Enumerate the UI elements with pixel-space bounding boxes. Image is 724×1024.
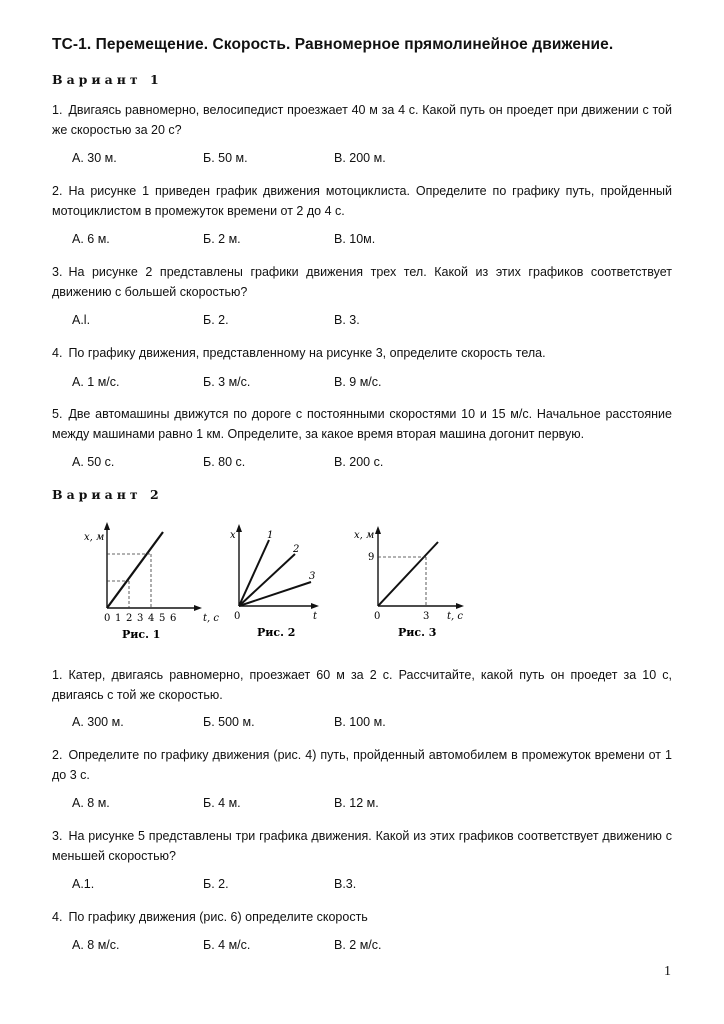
option-c: В. 3. <box>334 313 360 327</box>
v2-question-3 <box>52 826 672 866</box>
v2-q1-options <box>0 715 724 733</box>
fig2-origin: 0 <box>234 611 241 622</box>
fig1-ylabel: x, м <box>84 532 105 543</box>
question-text: На рисунке 1 приведен график движения мотоциклиста. Определите по графику путь, пройденный мотоциклистом в промежуток времени от 2 до 4 с. <box>52 184 672 218</box>
question-text: Катер, двигаясь равномерно, проезжает 60 м за 2 с. Рассчитайте, какой путь он проедет за 10 с, двигаясь с той же скоростью. <box>52 668 672 702</box>
question-number: 1. <box>52 103 63 117</box>
v1-question-5 <box>52 404 672 444</box>
variant-2-heading: Вариант 2 <box>52 487 163 502</box>
option-b: Б. 2. <box>203 877 229 891</box>
fig3-xlabel: t, с <box>447 611 463 622</box>
option-b: Б. 4 м. <box>203 796 241 810</box>
fig1-tick: 1 <box>115 613 122 624</box>
fig2-xlabel: t <box>313 611 318 622</box>
question-text: Определите по графику движения (рис. 4) путь, пройденный автомобилем в промежуток времени от 1 до 3 с. <box>52 748 672 782</box>
option-a: А.1. <box>72 877 95 891</box>
question-number: 3. <box>52 829 63 843</box>
option-b: Б. 80 с. <box>203 455 246 469</box>
option-c: В.3. <box>334 877 357 891</box>
option-a: А.l. <box>72 313 91 327</box>
question-text: Две автомашины движутся по дороге с постоянными скоростями 10 и 15 м/с. Начальное расстояние между машинами равно 1 км. Определите, за какое время вторая машина догонит первую. <box>52 407 672 441</box>
fig2-x-arrow <box>311 603 319 609</box>
question-text: Двигаясь равномерно, велосипедист проезжает 40 м за 4 с. Какой путь он проедет при движении с той же скоростью за 20 с? <box>52 103 672 137</box>
question-number: 3. <box>52 265 63 279</box>
fig1-tick: 0 <box>104 613 111 624</box>
option-a: А. 8 м. <box>72 796 110 810</box>
fig2-line-2 <box>239 554 295 606</box>
fig2-ylabel: x <box>230 530 236 541</box>
v2-q4-options <box>0 938 724 956</box>
option-c: В. 2 м/с. <box>334 938 382 952</box>
fig1-tick: 3 <box>137 613 144 624</box>
page-number: 1 <box>664 964 671 979</box>
option-b: Б. 3 м/с. <box>203 375 251 389</box>
question-number: 2. <box>52 184 63 198</box>
question-text: На рисунке 2 представлены графики движения трех тел. Какой из этих графиков соответствует движению с большей скоростью? <box>52 265 672 299</box>
motion-graphs <box>80 520 480 650</box>
option-a: А. 6 м. <box>72 232 110 246</box>
option-a: А. 1 м/с. <box>72 375 120 389</box>
fig3-origin: 0 <box>374 611 381 622</box>
fig2-line-3 <box>239 582 311 606</box>
fig3-ylabel: x, м <box>354 530 375 541</box>
fig1-xlabel: t, с <box>203 613 219 624</box>
fig3-x-tick: 3 <box>423 611 430 622</box>
question-number: 2. <box>52 748 63 762</box>
option-a: А. 50 с. <box>72 455 115 469</box>
fig1-tick: 6 <box>170 613 177 624</box>
variant-1-heading: Вариант 1 <box>52 72 163 87</box>
fig1-x-arrow <box>194 605 202 611</box>
v1-q3-options <box>0 313 724 331</box>
v2-question-2 <box>52 745 672 785</box>
figure-3 <box>350 520 475 645</box>
fig3-caption: Рис. 3 <box>398 626 437 639</box>
v1-q2-options <box>0 232 724 250</box>
v1-q5-options <box>0 455 724 473</box>
option-c: В. 12 м. <box>334 796 379 810</box>
question-number: 4. <box>52 346 63 360</box>
v1-question-4 <box>52 343 672 363</box>
option-b: Б. 4 м/с. <box>203 938 251 952</box>
question-number: 4. <box>52 910 63 924</box>
fig3-y-arrow <box>375 526 381 534</box>
fig3-y-tick: 9 <box>368 552 375 563</box>
fig1-caption: Рис. 1 <box>122 628 161 641</box>
v1-question-3 <box>52 262 672 302</box>
fig1-tick: 5 <box>159 613 166 624</box>
option-a: А. 300 м. <box>72 715 124 729</box>
option-b: Б. 2 м. <box>203 232 241 246</box>
v2-q2-options <box>0 796 724 814</box>
fig1-tick: 4 <box>148 613 155 624</box>
fig2-line-label-2: 2 <box>293 544 300 555</box>
option-c: В. 200 с. <box>334 455 384 469</box>
question-text: На рисунке 5 представлены три графика движения. Какой из этих графиков соответствует движению с меньшей скоростью? <box>52 829 672 863</box>
option-b: Б. 50 м. <box>203 151 248 165</box>
fig2-y-arrow <box>236 524 242 532</box>
fig3-x-arrow <box>456 603 464 609</box>
option-c: В. 200 м. <box>334 151 386 165</box>
v1-question-2 <box>52 181 672 221</box>
option-a: А. 30 м. <box>72 151 117 165</box>
fig2-line-1 <box>239 540 269 606</box>
option-b: Б. 2. <box>203 313 229 327</box>
figure-1 <box>80 520 219 645</box>
v2-question-4 <box>52 907 672 927</box>
fig2-caption: Рис. 2 <box>257 626 296 639</box>
option-b: Б. 500 м. <box>203 715 255 729</box>
question-number: 5. <box>52 407 63 421</box>
v1-question-1 <box>52 100 672 140</box>
option-c: В. 100 м. <box>334 715 386 729</box>
fig2-line-label-1: 1 <box>267 530 274 541</box>
fig2-line-label-3: 3 <box>309 571 316 582</box>
v1-q4-options <box>0 375 724 393</box>
fig1-tick: 2 <box>126 613 133 624</box>
figure-2 <box>215 520 318 645</box>
fig1-y-arrow <box>104 522 110 530</box>
question-text: По графику движения, представленному на рисунке 3, определите скорость тела. <box>68 346 546 360</box>
fig3-motion-line <box>378 542 438 606</box>
v2-question-1 <box>52 665 672 705</box>
page-title: ТС-1. Перемещение. Скорость. Равномерное прямолинейное движение. <box>52 36 614 53</box>
fig1-motion-line <box>107 532 163 608</box>
question-text: По графику движения (рис. 6) определите скорость <box>68 910 368 924</box>
v1-q1-options <box>0 151 724 169</box>
v2-q3-options <box>0 877 724 895</box>
option-c: В. 9 м/с. <box>334 375 382 389</box>
option-c: В. 10м. <box>334 232 376 246</box>
question-number: 1. <box>52 668 63 682</box>
option-a: А. 8 м/с. <box>72 938 120 952</box>
